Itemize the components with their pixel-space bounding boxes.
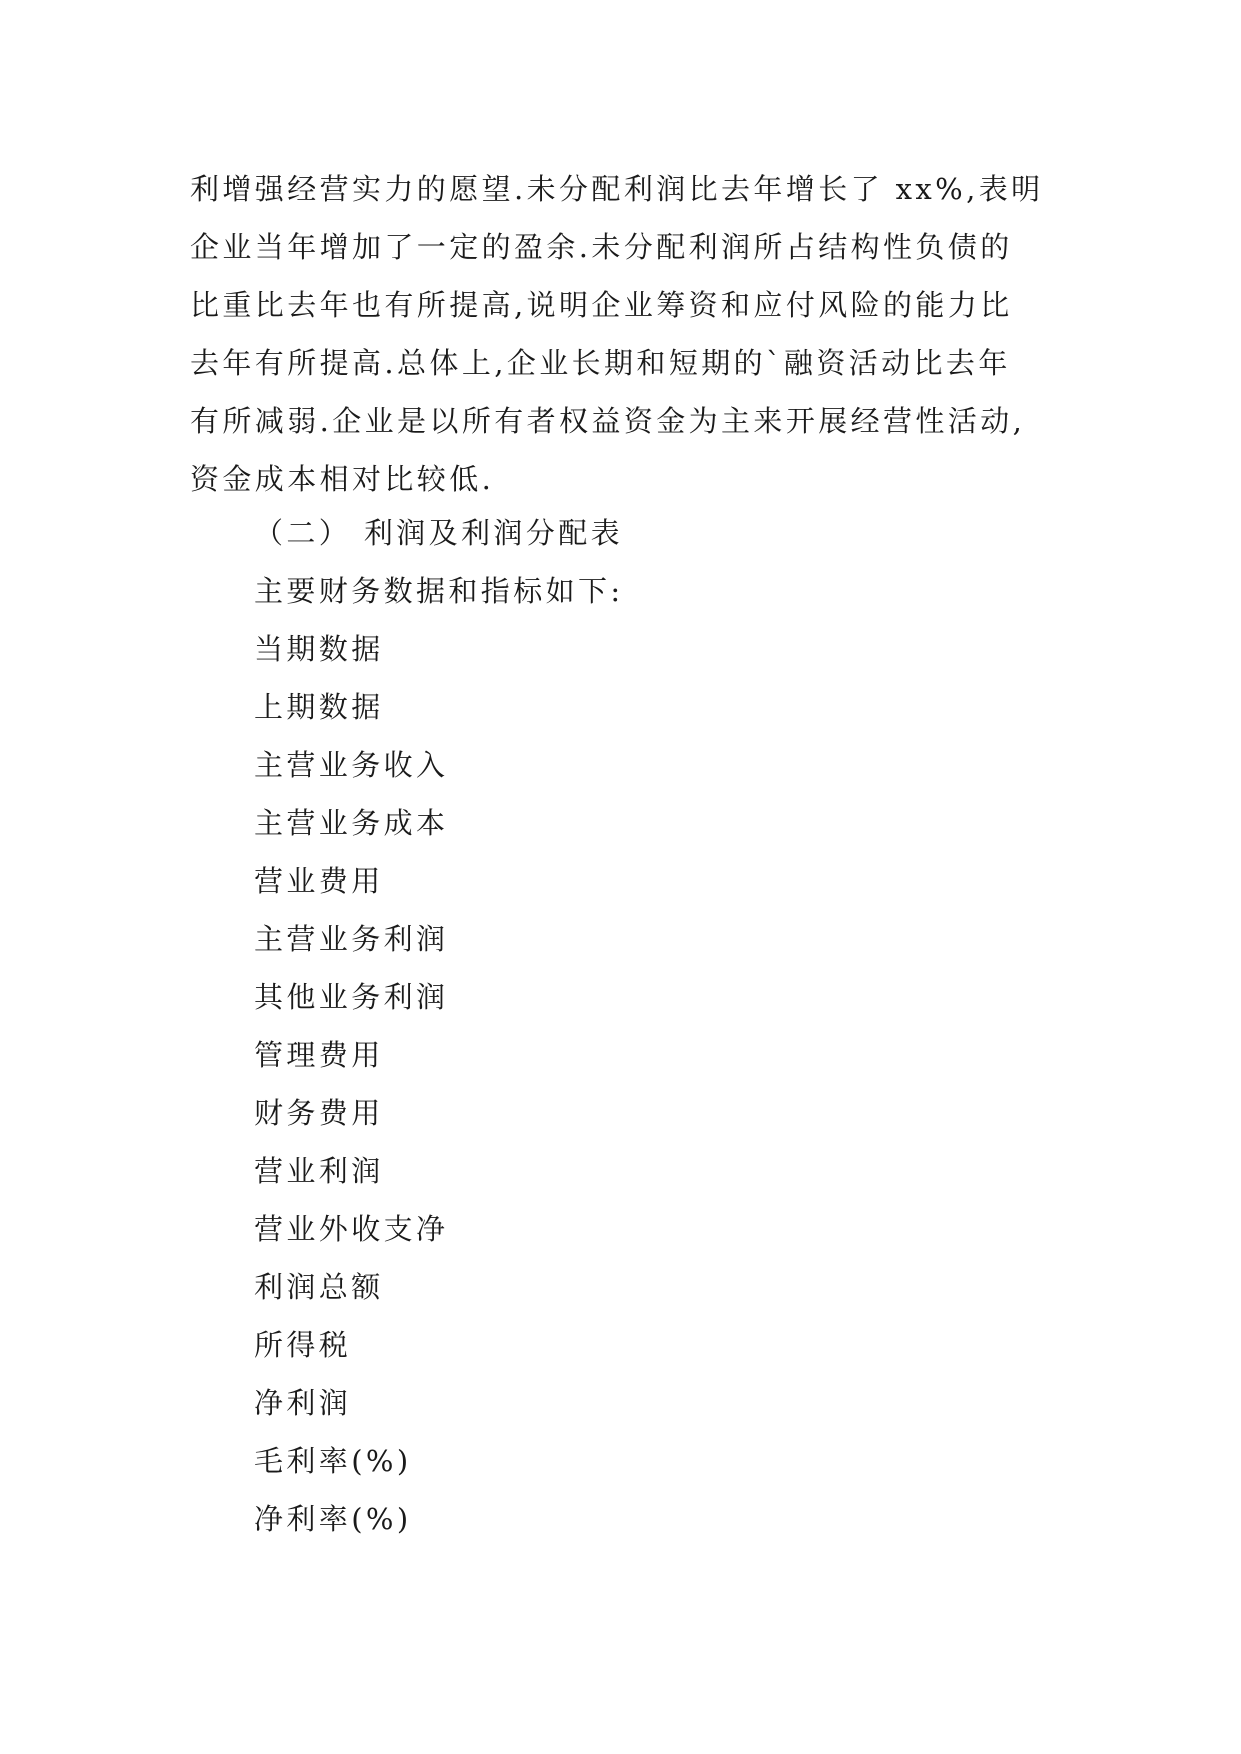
list-item: 管理费用	[254, 1038, 384, 1072]
list-item: 主营业务利润	[254, 922, 449, 956]
section-heading: （二） 利润及利润分配表	[254, 516, 624, 550]
list-item: 营业外收支净	[254, 1212, 449, 1246]
list-item: 上期数据	[254, 690, 384, 724]
paragraph-line: 去年有所提高.总体上,企业长期和短期的`融资活动比去年	[190, 346, 1011, 380]
list-item: 利润总额	[254, 1270, 384, 1304]
paragraph-line: 资金成本相对比较低.	[190, 462, 495, 496]
list-item: 净利率(%)	[254, 1502, 412, 1536]
paragraph-line: 有所减弱.企业是以所有者权益资金为主来开展经营性活动,	[190, 404, 1026, 438]
paragraph-line: 利增强经营实力的愿望.未分配利润比去年增长了 xx%,表明	[190, 172, 1044, 206]
paragraph-line: 比重比去年也有所提高,说明企业筹资和应付风险的能力比	[190, 288, 1013, 322]
list-item: 主营业务收入	[254, 748, 449, 782]
paragraph-line: 企业当年增加了一定的盈余.未分配利润所占结构性负债的	[190, 230, 1013, 264]
list-item: 财务费用	[254, 1096, 384, 1130]
list-item: 营业费用	[254, 864, 384, 898]
financial-items-list	[254, 504, 624, 1548]
list-item: 当期数据	[254, 632, 384, 666]
list-item: 毛利率(%)	[254, 1444, 412, 1478]
list-item: 净利润	[254, 1386, 352, 1420]
list-item: 所得税	[254, 1328, 352, 1362]
list-item: 营业利润	[254, 1154, 384, 1188]
intro-text: 主要财务数据和指标如下:	[254, 574, 624, 608]
list-item: 主营业务成本	[254, 806, 449, 840]
body-paragraph	[190, 160, 1070, 508]
list-item: 其他业务利润	[254, 980, 449, 1014]
